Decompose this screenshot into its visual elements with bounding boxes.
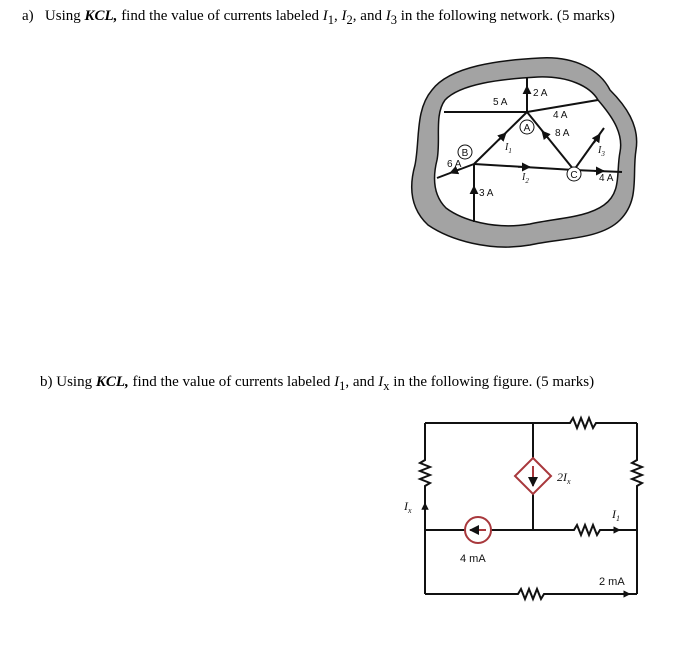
question-b-i1-sub: 1 (339, 379, 346, 393)
wire-right (632, 423, 642, 594)
question-b-sep: , and (345, 374, 379, 390)
current-3a: 3 A (479, 188, 494, 199)
label-dep-source (557, 470, 571, 486)
label-4ma: 4 mA (460, 553, 486, 565)
question-b-kcl: KCL, (95, 374, 129, 390)
label-i1 (611, 507, 620, 523)
question-a-mid: find the value of currents labeled (117, 8, 323, 24)
question-b-post: in the following figure. (5 marks) (389, 374, 595, 390)
question-a-i2: I (341, 8, 347, 24)
dep-sub: x (567, 477, 571, 486)
question-b-mid: find the value of currents labeled (128, 374, 335, 390)
question-a-sep2: , and (352, 8, 386, 24)
question-a-i2-sub: 2 (346, 13, 353, 27)
question-a-sep1: , (334, 8, 342, 24)
label-i2-main: I (522, 172, 526, 183)
label-i1-sub: 1 (508, 147, 512, 155)
node-c-label: C (570, 170, 578, 181)
question-a-pre: Using (44, 8, 85, 24)
label-i1-main: I (505, 142, 509, 153)
wire-mid-right (533, 525, 637, 535)
label-i3-main: I (598, 145, 602, 156)
label-ix (403, 499, 412, 515)
question-b-ix: I (378, 374, 384, 390)
current-4a-right: 4 A (599, 173, 614, 184)
question-a-label: a) (22, 8, 34, 24)
dep-var: I (563, 470, 567, 484)
ix-main: I (404, 499, 408, 513)
question-b-ix-sub: x (383, 379, 390, 393)
node-b-label: B (461, 148, 469, 159)
current-4a-top: 4 A (553, 110, 568, 121)
question-a-i1-sub: 1 (327, 13, 335, 27)
wire-top (425, 418, 637, 428)
current-2a: 2 A (533, 88, 548, 99)
question-a-post: in the following network. (5 marks) (396, 8, 615, 24)
ix-sub: x (408, 506, 412, 515)
current-6a: 6 A (447, 159, 462, 170)
question-b-i1: I (334, 374, 340, 390)
question-b-label: b) (40, 374, 53, 390)
label-2ma: 2 mA (599, 576, 625, 588)
i1-main: I (612, 507, 616, 521)
label-i3-sub: 3 (601, 150, 605, 158)
question-b-pre: Using (56, 374, 96, 390)
dep-coef: 2 (557, 470, 563, 484)
question-a-i1: I (322, 8, 328, 24)
i1-sub: 1 (616, 514, 620, 523)
question-a-i3: I (385, 8, 391, 24)
question-a-i3-sub: 3 (390, 13, 397, 27)
question-a-kcl: KCL, (84, 8, 118, 24)
wire-bottom (425, 589, 637, 599)
label-i2-sub: 2 (525, 177, 529, 185)
current-8a: 8 A (555, 128, 570, 139)
current-5a: 5 A (493, 97, 508, 108)
node-a-label: A (523, 123, 531, 134)
